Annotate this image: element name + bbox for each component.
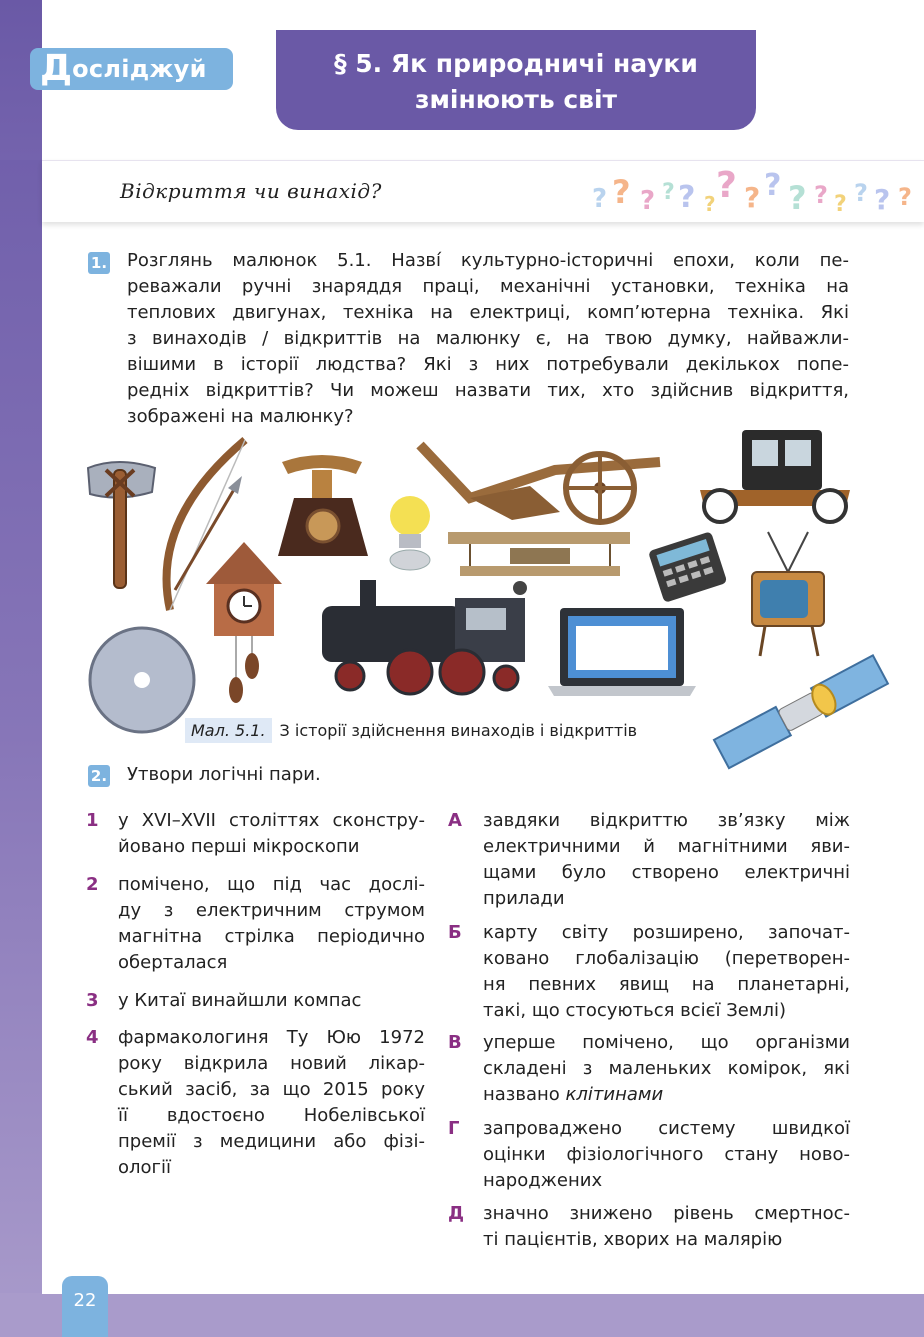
left-item: [118, 872, 425, 976]
right-item-letter: Б: [448, 922, 462, 943]
task-1-line: вішими в історії людства? Які з них потребували декількох попе-: [127, 354, 849, 375]
svg-text:?: ?: [764, 168, 782, 203]
left-item-number: 4: [86, 1027, 99, 1048]
right-item: [483, 1116, 850, 1194]
task-1-line: реважали ручні знаряддя праці, механічні установки, техніка на: [127, 276, 849, 297]
steam-locomotive-icon: [322, 580, 525, 694]
left-item-line: помічено, що під час дослі-: [118, 874, 425, 895]
left-item-line: фармакологиня Ту Юю 1972: [118, 1027, 425, 1048]
right-item-line: оцінки фізіологічного стану ново-: [483, 1144, 850, 1165]
svg-text:?: ?: [788, 179, 807, 217]
right-item-line: ті пацієнтів, хворих на малярію: [483, 1229, 783, 1250]
task-1-number: 1.: [88, 252, 110, 274]
badge-initial: Д: [40, 48, 73, 89]
page-number: 22: [62, 1276, 108, 1337]
millstone-icon: [90, 628, 194, 732]
left-item-line: оберталася: [118, 952, 228, 973]
stone-axe-icon: [88, 462, 155, 588]
right-item-letter: Г: [448, 1118, 460, 1139]
footer-sheet-edge: [42, 1268, 924, 1294]
right-item-line: завдяки відкриттю зв’язку між: [483, 810, 850, 831]
biplane-icon: [448, 532, 630, 595]
svg-text:?: ?: [898, 183, 912, 211]
svg-text:?: ?: [834, 192, 847, 217]
left-item-number: 3: [86, 990, 99, 1011]
task-2-number: 2.: [88, 765, 110, 787]
right-item-line: ня певних явищ на планетарні,: [483, 974, 850, 995]
left-item-line: премії з медицини або фізі-: [118, 1131, 425, 1152]
right-item-letter: А: [448, 810, 462, 831]
left-item-line: йовано перші мікроскопи: [118, 836, 360, 857]
right-item: [483, 1201, 850, 1253]
right-item-line: ковано глобалізацію (перетворен-: [483, 948, 850, 969]
caption-label: Мал. 5.1.: [185, 718, 272, 743]
laptop-icon: [548, 608, 696, 696]
svg-text:?: ?: [874, 183, 891, 216]
subheading-text: Відкриття чи винахід?: [120, 179, 382, 203]
right-item-line: прилади: [483, 888, 565, 909]
right-item-line: народжених: [483, 1170, 603, 1191]
svg-text:?: ?: [704, 192, 716, 216]
left-item-line: ський засіб, за що 2015 року: [118, 1079, 425, 1100]
left-item-line: ології: [118, 1157, 171, 1178]
left-item-line: магнітна стрілка періодично: [118, 926, 425, 947]
task-2-text: Утвори логічні пари.: [127, 764, 321, 785]
svg-text:?: ?: [662, 180, 675, 205]
satellite-icon: [714, 655, 888, 768]
right-item-letter: В: [448, 1032, 462, 1053]
right-item-line: щами було створено електричні: [483, 862, 850, 883]
right-item-line: складені з маленьких комірок, які: [483, 1058, 850, 1079]
task-1-line: з винаходів / відкриттів на малюнку є, на твою думку, найважли-: [127, 328, 849, 349]
svg-text:?: ?: [612, 173, 631, 211]
right-item: [483, 1030, 850, 1108]
left-item: [118, 988, 425, 1014]
right-item: [483, 808, 850, 912]
right-item-text: названо: [483, 1084, 566, 1105]
tv-set-icon: [752, 532, 824, 656]
badge-label: осліджуй: [72, 55, 207, 83]
svg-text:?: ?: [814, 181, 828, 209]
svg-text:?: ?: [678, 180, 696, 215]
left-item-number: 1: [86, 810, 99, 831]
right-item-letter: Д: [448, 1203, 465, 1224]
title-line-2: змінюють світ: [414, 85, 618, 114]
left-item-line: у XVI–XVII століттях сконстру-: [118, 810, 425, 831]
caption-text: З історії здійснення винаходів і відкриттів: [279, 721, 638, 740]
right-item-line: карту світу розширено, започат-: [483, 922, 850, 943]
left-item-line: року відкрила новий лікар-: [118, 1053, 425, 1074]
svg-text:?: ?: [744, 181, 761, 214]
calculator-icon: [648, 531, 727, 603]
svg-text:?: ?: [640, 186, 656, 216]
left-item-line: у Китаї винайшли компас: [118, 990, 362, 1011]
svg-text:?: ?: [592, 184, 608, 214]
right-item-line: запроваджено систему швидкої: [483, 1118, 850, 1139]
task-1-line: Розглянь малюнок 5.1. Назві́ культурно-історичні епохи, коли пе-: [127, 250, 849, 271]
svg-text:?: ?: [716, 165, 737, 206]
wooden-plough-icon: [420, 445, 660, 522]
cuckoo-clock-icon: [206, 542, 282, 703]
figure-caption: [185, 718, 637, 743]
right-item-line: електричними й магнітними яви-: [483, 836, 850, 857]
right-item-line: уперше помічено, що організми: [483, 1032, 850, 1053]
vintage-car-icon: [700, 430, 850, 522]
left-item-line: ду з електричним струмом: [118, 900, 425, 921]
right-item-line: такі, що стосуються всієї Землі): [483, 1000, 786, 1021]
title-line-1: § 5. Як природничі науки: [334, 49, 698, 78]
rotary-telephone-icon: [278, 455, 368, 556]
right-item-italic-term: клітинами: [565, 1084, 664, 1105]
right-item-line: значно знижено рівень смертнос-: [483, 1203, 850, 1224]
footer-band: [0, 1293, 924, 1337]
light-bulb-icon: [390, 496, 430, 570]
right-item-line: [483, 1082, 850, 1108]
left-item-number: 2: [86, 874, 99, 895]
left-item: [118, 1025, 425, 1181]
left-item-line: її вдостоєно Нобелівської: [118, 1105, 425, 1126]
task-1-line: зображені на малюнку?: [127, 406, 354, 427]
task-1-line: теплових двигунах, техніка на електриці, комп’ютерна техніка. Які: [127, 302, 849, 323]
right-item: [483, 920, 850, 1024]
svg-text:?: ?: [854, 179, 868, 207]
left-item: [118, 808, 425, 860]
task-1-line: редніх відкриттів? Чи можеш назвати тих, хто здійснив відкриття,: [127, 380, 849, 401]
